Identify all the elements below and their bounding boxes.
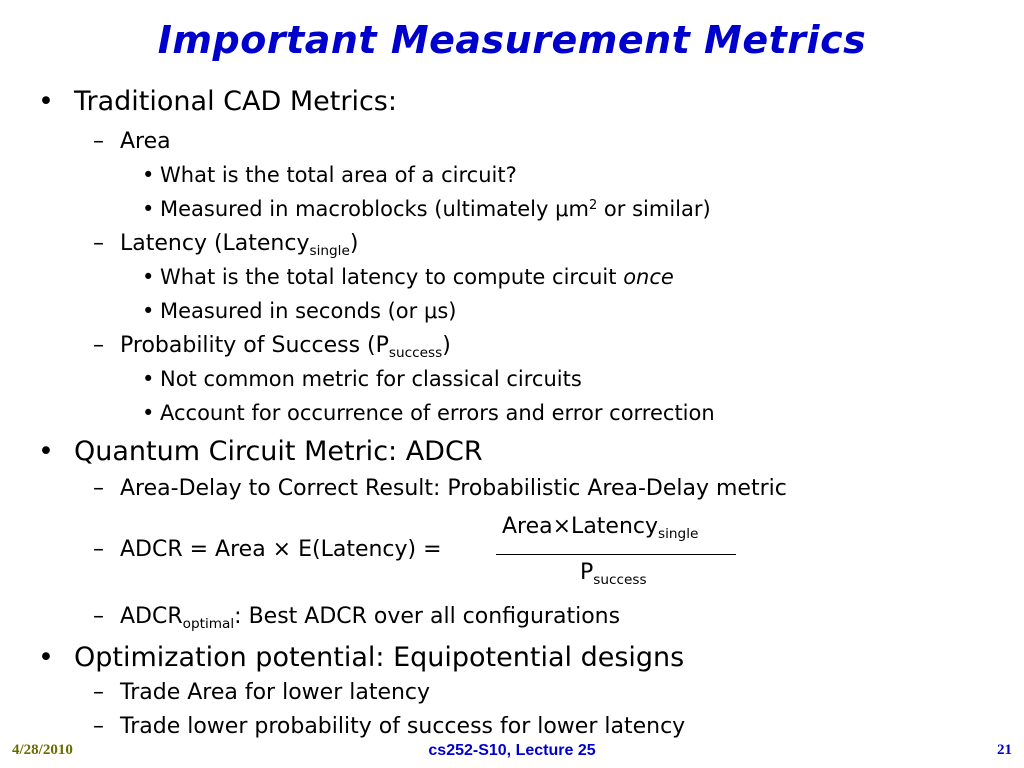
subitem-text: ADCR = Area × E(Latency) = — [120, 537, 442, 562]
subitem-trade-probability — [93, 714, 685, 739]
bullet-text: Quantum Circuit Metric: ADCR — [74, 436, 483, 467]
bullet-marker: • — [38, 436, 54, 467]
subitem-text-end: : Best ADCR over all configurations — [234, 604, 621, 629]
point-prob-common — [142, 367, 582, 391]
bullet-marker: • — [38, 86, 54, 117]
subitem-text: Trade Area for lower latency — [120, 680, 431, 705]
point-area-question — [142, 163, 517, 187]
slide-number: 21 — [997, 742, 1012, 758]
point-prob-errors — [142, 401, 715, 425]
bullet-text: Traditional CAD Metrics: — [74, 86, 397, 117]
dash-marker: – — [93, 333, 104, 358]
subitem-probability — [93, 333, 451, 361]
dash-marker: – — [93, 537, 104, 562]
subitem-text: ADCR — [120, 604, 183, 629]
fraction-numerator — [502, 514, 699, 542]
subitem-text: Area-Delay to Correct Result: Probabilistic Area-Delay metric — [120, 476, 787, 501]
bullet-marker: • — [38, 642, 54, 673]
footer-date: 4/28/2010 — [12, 742, 73, 758]
mu-symbol: μ — [555, 197, 569, 221]
dash-marker: – — [93, 231, 104, 256]
dash-marker: – — [93, 476, 104, 501]
subitem-adcr-optimal — [93, 604, 621, 632]
subitem-text: Probability of Success (P — [120, 333, 389, 358]
bullet-text: Optimization potential: Equipotential designs — [74, 642, 685, 673]
dash-marker: – — [93, 714, 104, 739]
subitem-text-end: ) — [442, 333, 451, 358]
bullet-marker: • — [142, 197, 155, 221]
optimal-subscript: optimal — [182, 615, 235, 632]
point-latency-measured — [142, 299, 456, 323]
unit-m: m — [568, 197, 589, 221]
point-text-end: s) — [437, 299, 457, 323]
dash-marker: – — [93, 680, 104, 705]
success-subscript: success — [388, 344, 443, 361]
bullet-marker: • — [142, 401, 155, 425]
denominator-text: P — [580, 560, 594, 585]
bullet-optimization — [38, 642, 684, 673]
latency-subscript: single — [309, 242, 350, 259]
subitem-latency — [93, 231, 359, 259]
subitem-text: Trade lower probability of success for lower latency — [120, 714, 686, 739]
numerator-subscript: single — [658, 525, 699, 542]
unit-exponent: 2 — [588, 197, 598, 213]
numerator-text: Area×Latency — [502, 514, 659, 539]
bullet-marker: • — [142, 367, 155, 391]
subitem-area — [93, 129, 171, 154]
subitem-trade-area — [93, 680, 430, 705]
mu-symbol: μ — [423, 299, 438, 323]
point-latency-question — [142, 265, 674, 289]
subitem-text: Area — [120, 129, 171, 154]
subitem-text-end: ) — [349, 231, 359, 256]
subitem-text: Latency (Latency — [120, 231, 310, 256]
point-text: What is the total area of a circuit? — [160, 163, 517, 187]
bullet-quantum-metric — [38, 436, 483, 467]
footer-lecture: cs252-S10, Lecture 25 — [428, 742, 596, 759]
fraction-bar — [496, 554, 736, 555]
point-text: Measured in seconds (or — [160, 299, 424, 323]
bullet-marker: • — [142, 163, 155, 187]
bullet-marker: • — [142, 265, 155, 289]
emphasis-once: once — [623, 265, 674, 289]
fraction-denominator — [580, 560, 647, 588]
bullet-traditional-cad — [38, 86, 397, 117]
point-text: Account for occurrence of errors and error correction — [160, 401, 715, 425]
bullet-marker: • — [142, 299, 155, 323]
point-text: What is the total latency to compute circuit — [160, 265, 624, 289]
point-text: Measured in macroblocks (ultimately — [160, 197, 556, 221]
slide-title: Important Measurement Metrics — [157, 18, 867, 62]
point-text: Not common metric for classical circuits — [160, 367, 582, 391]
point-text-end: or similar) — [597, 197, 711, 221]
subitem-adcr-definition — [93, 476, 787, 501]
dash-marker: – — [93, 604, 104, 629]
denominator-subscript: success — [593, 571, 647, 588]
point-area-measured — [142, 197, 711, 221]
subitem-adcr-equation — [93, 537, 442, 562]
dash-marker: – — [93, 129, 104, 154]
